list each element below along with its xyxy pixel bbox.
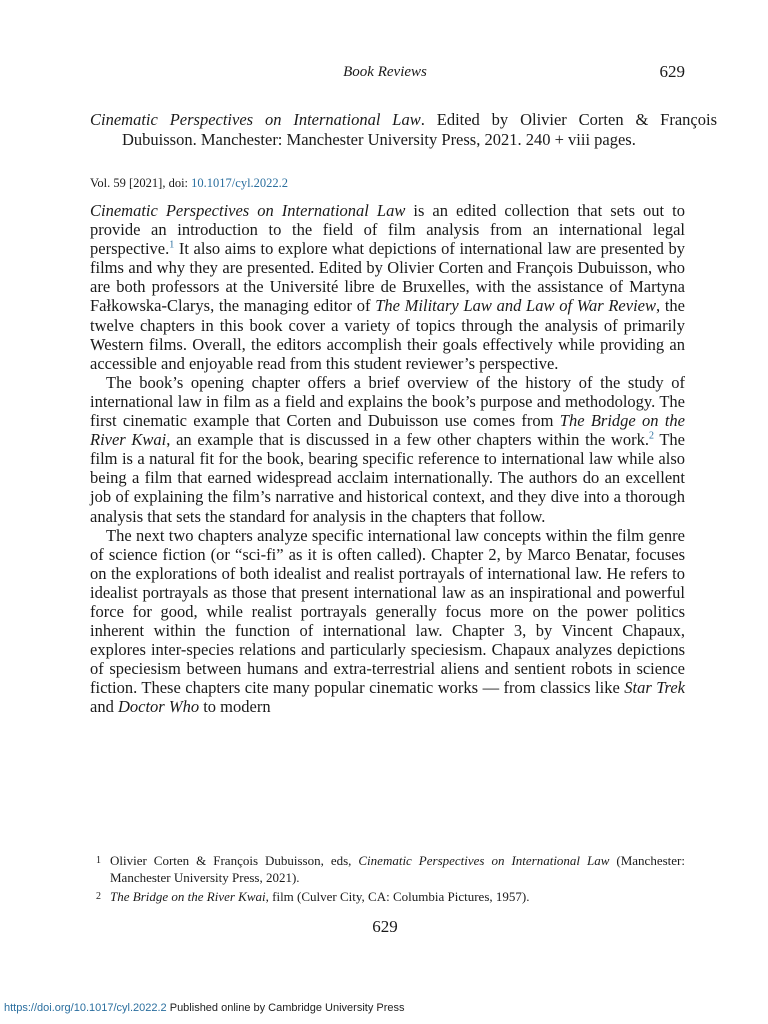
- citation-details: . Edited by Olivier Corten & François Dubuisson. Manchester: Manchester University Press, 2021. 240 + viii pages.: [122, 110, 718, 149]
- published-online-text: Published online by Cambridge University Press: [166, 1002, 405, 1014]
- footnote-ref-2[interactable]: 2: [648, 430, 654, 442]
- italic-book-title: Cinematic Perspectives on International Law: [90, 201, 406, 220]
- running-title: Book Reviews: [343, 64, 427, 80]
- footnote-text: [110, 888, 685, 905]
- footnote-number: 2: [96, 891, 101, 902]
- italic-book-title: Cinematic Perspectives on International Law: [358, 853, 610, 868]
- italic-film-title: The Bridge on the River Kwai: [110, 889, 266, 904]
- volume-info: Vol. 59 [2021], doi:: [90, 176, 192, 190]
- italic-journal-title: The Military Law and Law of War Review: [375, 296, 656, 316]
- text-span: The film is a natural fit for the book, bearing specific reference to international law while also being a film that earned widespread acclaim internationally. The authors do an excellent job of explaining the film’s narrative and historical context, and they dive into a thorough analysis that sets the standard for analysis in the chapters that follow.: [90, 430, 685, 526]
- italic-show-title: Star Trek: [624, 678, 685, 698]
- text-span: Olivier Corten & François Dubuisson, eds,: [110, 853, 359, 868]
- paragraph-3: [90, 526, 685, 717]
- doi-url-link[interactable]: https://doi.org/10.1017/cyl.2022.2: [4, 1002, 167, 1014]
- review-body: [90, 201, 685, 717]
- footnote-text: [110, 852, 685, 886]
- italic-show-title: Doctor Who: [117, 697, 200, 717]
- running-head: [90, 62, 685, 86]
- text-span: The next two chapters analyze specific international law concepts within the film genre of science fiction (or “sci-fi” as it is often called). Chapter 2, by Marco Benatar, focuses on the explorations of both idealist and realist portrayals of international law. He refers to idealist portrayals as those that present international law as an inspirational and powerful force for good, while realist portrayals generally focus more on the power politics inherent within the function of international law. Chapter 3, by Vincent Chapaux, explores inter-species relations and particularly speciesism. Chapaux analyzes depictions of speciesism between humans and extra-terrestrial aliens and sentient robots in science fiction. These chapters cite many popular cinematic works — from classics like: [90, 525, 685, 698]
- volume-doi-line: [90, 176, 685, 191]
- header-page-number: 629: [659, 62, 685, 81]
- book-citation: [90, 110, 717, 150]
- text-span: , an example that is discussed in a few other chapters within the work.: [166, 430, 649, 450]
- text-span: (Manchester: Manchester University Press, 2021).: [110, 853, 685, 885]
- footnote-1: [90, 852, 685, 886]
- text-span: and: [90, 697, 118, 717]
- doi-link[interactable]: 10.1017/cyl.2022.2: [191, 176, 289, 190]
- footer-page-number: 629: [372, 917, 398, 936]
- text-span: to modern: [199, 697, 271, 717]
- paragraph-2: [90, 373, 685, 526]
- paragraph-1: [90, 201, 685, 373]
- italic-film-title: The Bridge on the River Kwai: [90, 411, 685, 450]
- text-span: It also aims to explore what depictions of international law are presented by films and why they are presented. Edited by Olivier Corten and François Dubuisson, who are both professors at the Université libre de Bruxelles, with the assistance of Martyna Fałkowska-Clarys, the managing editor of: [90, 239, 685, 316]
- text-span: is an edited collection that sets out to provide an introduction to the field of film analysis from an international legal perspective.: [90, 201, 685, 259]
- footnote-ref-1[interactable]: 1: [169, 239, 175, 251]
- footnotes: [90, 852, 685, 907]
- text-span: , film (Culver City, CA: Columbia Pictures, 1957).: [265, 889, 530, 904]
- text-span: The book’s opening chapter offers a brief overview of the history of the study of international law in film as a field and explains the book’s purpose and methodology. The first cinematic example that Corten and Dubuisson use comes from: [90, 372, 685, 431]
- footnote-2: [90, 888, 685, 905]
- text-span: , the twelve chapters in this book cover a variety of topics through the analysis of primarily Western films. Overall, the editors accomplish their goals effectively while providing an accessible and enjoyable read from this student reviewer’s perspective.: [90, 296, 685, 373]
- book-title: Cinematic Perspectives on International Law: [90, 110, 421, 129]
- publisher-line: [4, 1002, 405, 1014]
- footnote-number: 1: [96, 855, 101, 866]
